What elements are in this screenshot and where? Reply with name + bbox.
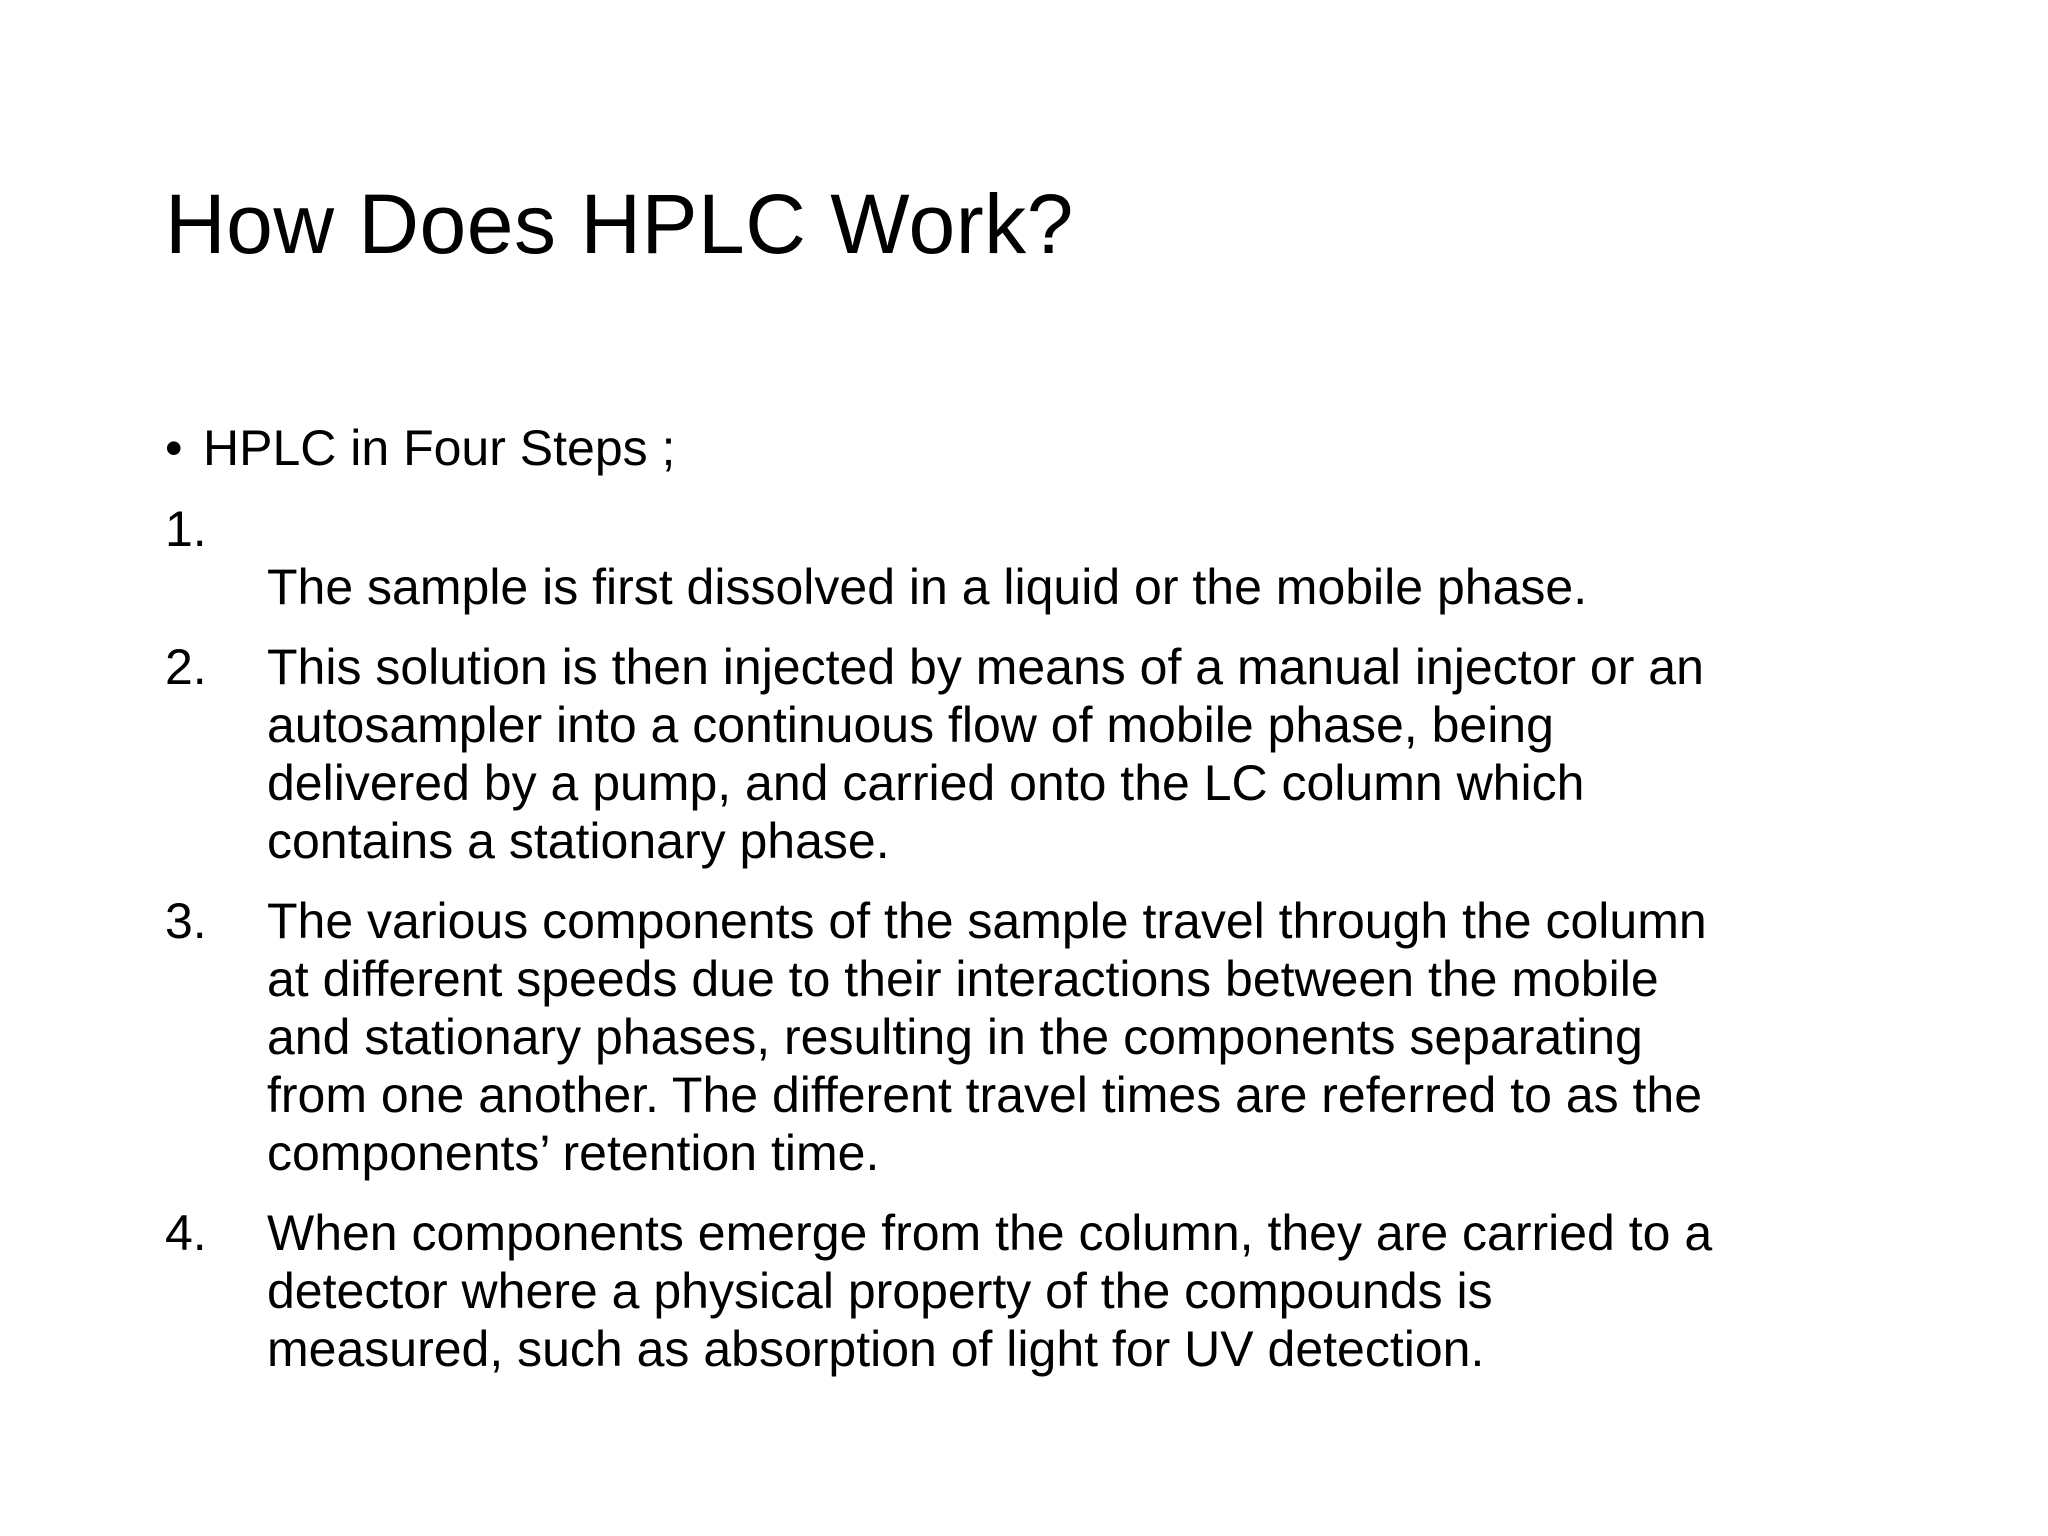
step-number: 3. (165, 893, 207, 949)
bullet-text: HPLC in Four Steps ; (203, 420, 676, 476)
step-text-line: from one another. The different travel times are referred to as the (267, 1067, 1703, 1123)
step-text-line: The various components of the sample travel through the column (267, 893, 1707, 949)
step-number: 1. (165, 501, 207, 557)
steps-list (165, 500, 1945, 1400)
slide-title: How Does HPLC Work? (165, 177, 1074, 271)
step-text-line: delivered by a pump, and carried onto the LC column which (267, 755, 1585, 811)
step-text-line: components’ retention time. (267, 1125, 880, 1181)
step-text-line: This solution is then injected by means of a manual injector or an (267, 639, 1704, 695)
step-text-line: contains a stationary phase. (267, 813, 890, 869)
step-text-line: and stationary phases, resulting in the components separating (267, 1009, 1643, 1065)
step-item-3 (165, 892, 1945, 1182)
step-item-4 (165, 1204, 1945, 1378)
bullet-item (165, 416, 675, 480)
step-text-line: The sample is first dissolved in a liquid or the mobile phase. (267, 559, 1588, 615)
step-number: 2. (165, 639, 207, 695)
bullet-marker: • (165, 420, 183, 476)
step-item-2 (165, 638, 1945, 870)
step-text-line: detector where a physical property of the compounds is (267, 1263, 1493, 1319)
step-number: 4. (165, 1205, 207, 1261)
step-text-line: at different speeds due to their interactions between the mobile (267, 951, 1659, 1007)
step-item-1 (165, 500, 1945, 616)
step-text-line: autosampler into a continuous flow of mobile phase, being (267, 697, 1554, 753)
step-text-line: measured, such as absorption of light for UV detection. (267, 1321, 1485, 1377)
step-text-line: When components emerge from the column, they are carried to a (267, 1205, 1713, 1261)
